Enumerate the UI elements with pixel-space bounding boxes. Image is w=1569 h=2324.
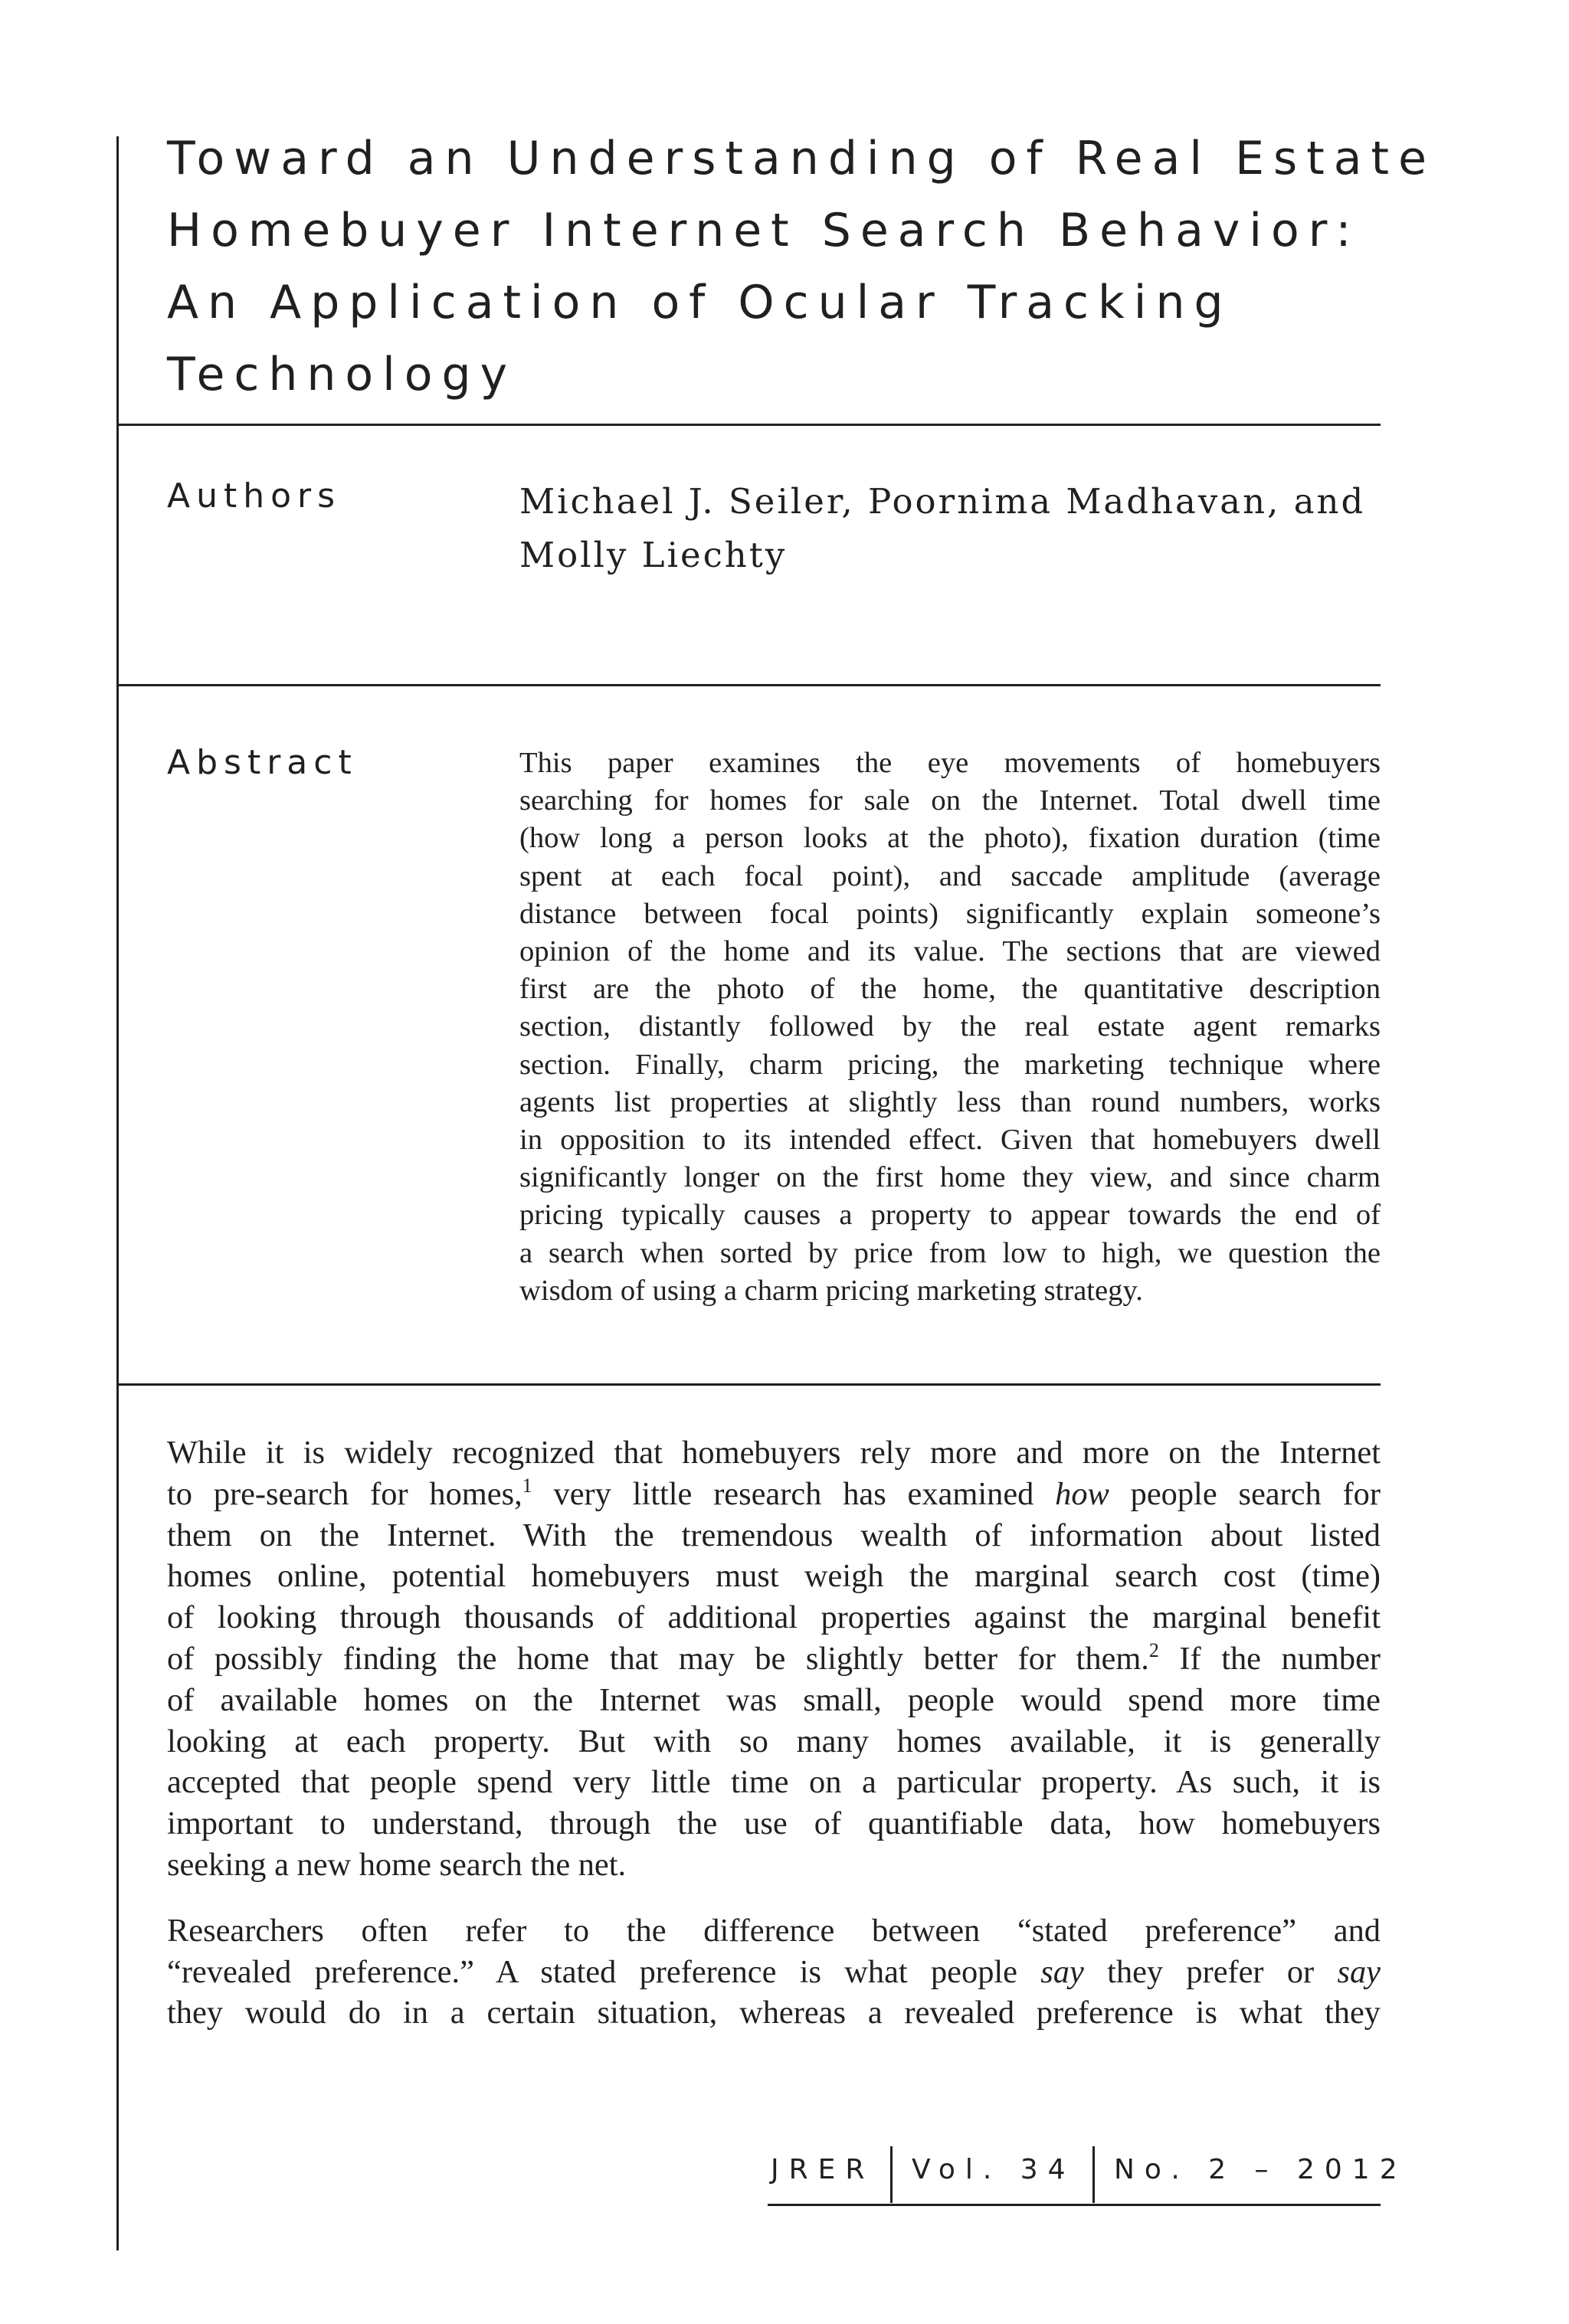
- body-line: [167, 1952, 1381, 1993]
- text-run: very little research has examined: [532, 1475, 1056, 1512]
- authors-label: Authors: [167, 476, 342, 516]
- footnote-ref-2[interactable]: 2: [1148, 1638, 1159, 1661]
- title-line: Homebuyer Internet Search Behavior:: [167, 204, 1361, 257]
- title-line: Toward an Understanding of Real Estate: [167, 132, 1436, 185]
- text-run: they prefer or: [1083, 1953, 1338, 1990]
- body-line: accepted that people spend very little time on a particular property. As such, it is: [167, 1764, 1381, 1801]
- body-line: [167, 1474, 1381, 1515]
- abstract-line: pricing typically causes a property to appear towards the end of: [519, 1199, 1381, 1232]
- abstract-label: Abstract: [167, 743, 358, 782]
- abstract-line: wisdom of using a charm pricing marketing strategy.: [519, 1274, 1143, 1307]
- author-line: Michael J. Seiler, Poornima Madhavan, and: [519, 481, 1366, 522]
- title-line: Technology: [167, 348, 517, 401]
- abstract-line: This paper examines the eye movements of homebuyers: [519, 747, 1381, 779]
- title-divider: [116, 424, 1381, 426]
- text-run: to pre-search for homes,: [167, 1475, 522, 1512]
- journal-footer: [768, 2143, 1407, 2208]
- body-line: looking at each property. But with so many homes available, it is generally: [167, 1723, 1381, 1759]
- body-line: they would do in a certain situation, whereas a revealed preference is what they: [167, 1995, 1381, 2031]
- footer-journal: JRER: [771, 2154, 875, 2185]
- abstract-line: (how long a person looks at the photo), fixation duration (time: [519, 822, 1381, 855]
- author-list: [519, 475, 1381, 582]
- body-paragraph: [167, 1910, 1381, 2034]
- abstract-line: in opposition to its intended effect. Given that homebuyers dwell: [519, 1124, 1381, 1157]
- abstract-line: a search when sorted by price from low to high, we question the: [519, 1236, 1381, 1269]
- abstract-divider: [116, 1383, 1381, 1386]
- footer-divider: [890, 2146, 893, 2203]
- text-run: people search for: [1109, 1475, 1381, 1512]
- body-line: of looking through thousands of additional properties against the marginal benefit: [167, 1599, 1381, 1636]
- text-run: of possibly finding the home that may be slightly better for them.: [167, 1640, 1149, 1677]
- text-run: If the number: [1158, 1640, 1381, 1677]
- title-line: An Application of Ocular Tracking: [167, 276, 1233, 329]
- abstract-line: opinion of the home and its value. The sections that are viewed: [519, 935, 1381, 968]
- body-line: While it is widely recognized that homebuyers rely more and more on the Internet: [167, 1435, 1381, 1471]
- body-line: them on the Internet. With the tremendous wealth of information about listed: [167, 1517, 1381, 1553]
- emphasis-text: say: [1337, 1953, 1381, 1990]
- body-line: of available homes on the Internet was small, people would spend more time: [167, 1681, 1381, 1718]
- footer-volume: Vol. 34: [912, 2154, 1076, 2185]
- author-line: Molly Liechty: [519, 535, 788, 575]
- body-line: Researchers often refer to the difference between “stated preference” and: [167, 1912, 1381, 1949]
- abstract-line: distance between focal points) significantly explain someone’s: [519, 897, 1381, 930]
- body-line: important to understand, through the use of quantifiable data, how homebuyers: [167, 1805, 1381, 1842]
- abstract-line: first are the photo of the home, the quantitative description: [519, 973, 1381, 1006]
- text-run: “revealed preference.” A stated preference is what people: [167, 1953, 1041, 1990]
- abstract-line: section. Finally, charm pricing, the marketing technique where: [519, 1048, 1381, 1081]
- abstract-line: spent at each focal point), and saccade amplitude (average: [519, 859, 1381, 892]
- body-paragraph: [167, 1432, 1381, 1886]
- abstract-line: section, distantly followed by the real estate agent remarks: [519, 1010, 1381, 1043]
- footer-issue: No. 2 – 2012: [1114, 2154, 1407, 2185]
- abstract-line: searching for homes for sale on the Internet. Total dwell time: [519, 784, 1381, 817]
- authors-divider: [116, 684, 1381, 686]
- left-margin-rule: [116, 136, 119, 2250]
- abstract-line: significantly longer on the first home they view, and since charm: [519, 1161, 1381, 1194]
- article-title: [167, 123, 1436, 411]
- footnote-ref-1[interactable]: 1: [522, 1474, 532, 1497]
- emphasis-text: how: [1055, 1475, 1109, 1512]
- footer-baseline-rule: [768, 2204, 1381, 2206]
- body-text: [167, 1432, 1381, 2034]
- abstract-text: [519, 745, 1381, 1310]
- footer-divider: [1092, 2146, 1095, 2203]
- body-line: [167, 1638, 1381, 1680]
- emphasis-text: say: [1040, 1953, 1084, 1990]
- abstract-line: agents list properties at slightly less than round numbers, works: [519, 1085, 1381, 1118]
- body-line: homes online, potential homebuyers must weigh the marginal search cost (time): [167, 1558, 1381, 1595]
- body-line: seeking a new home search the net.: [167, 1846, 627, 1883]
